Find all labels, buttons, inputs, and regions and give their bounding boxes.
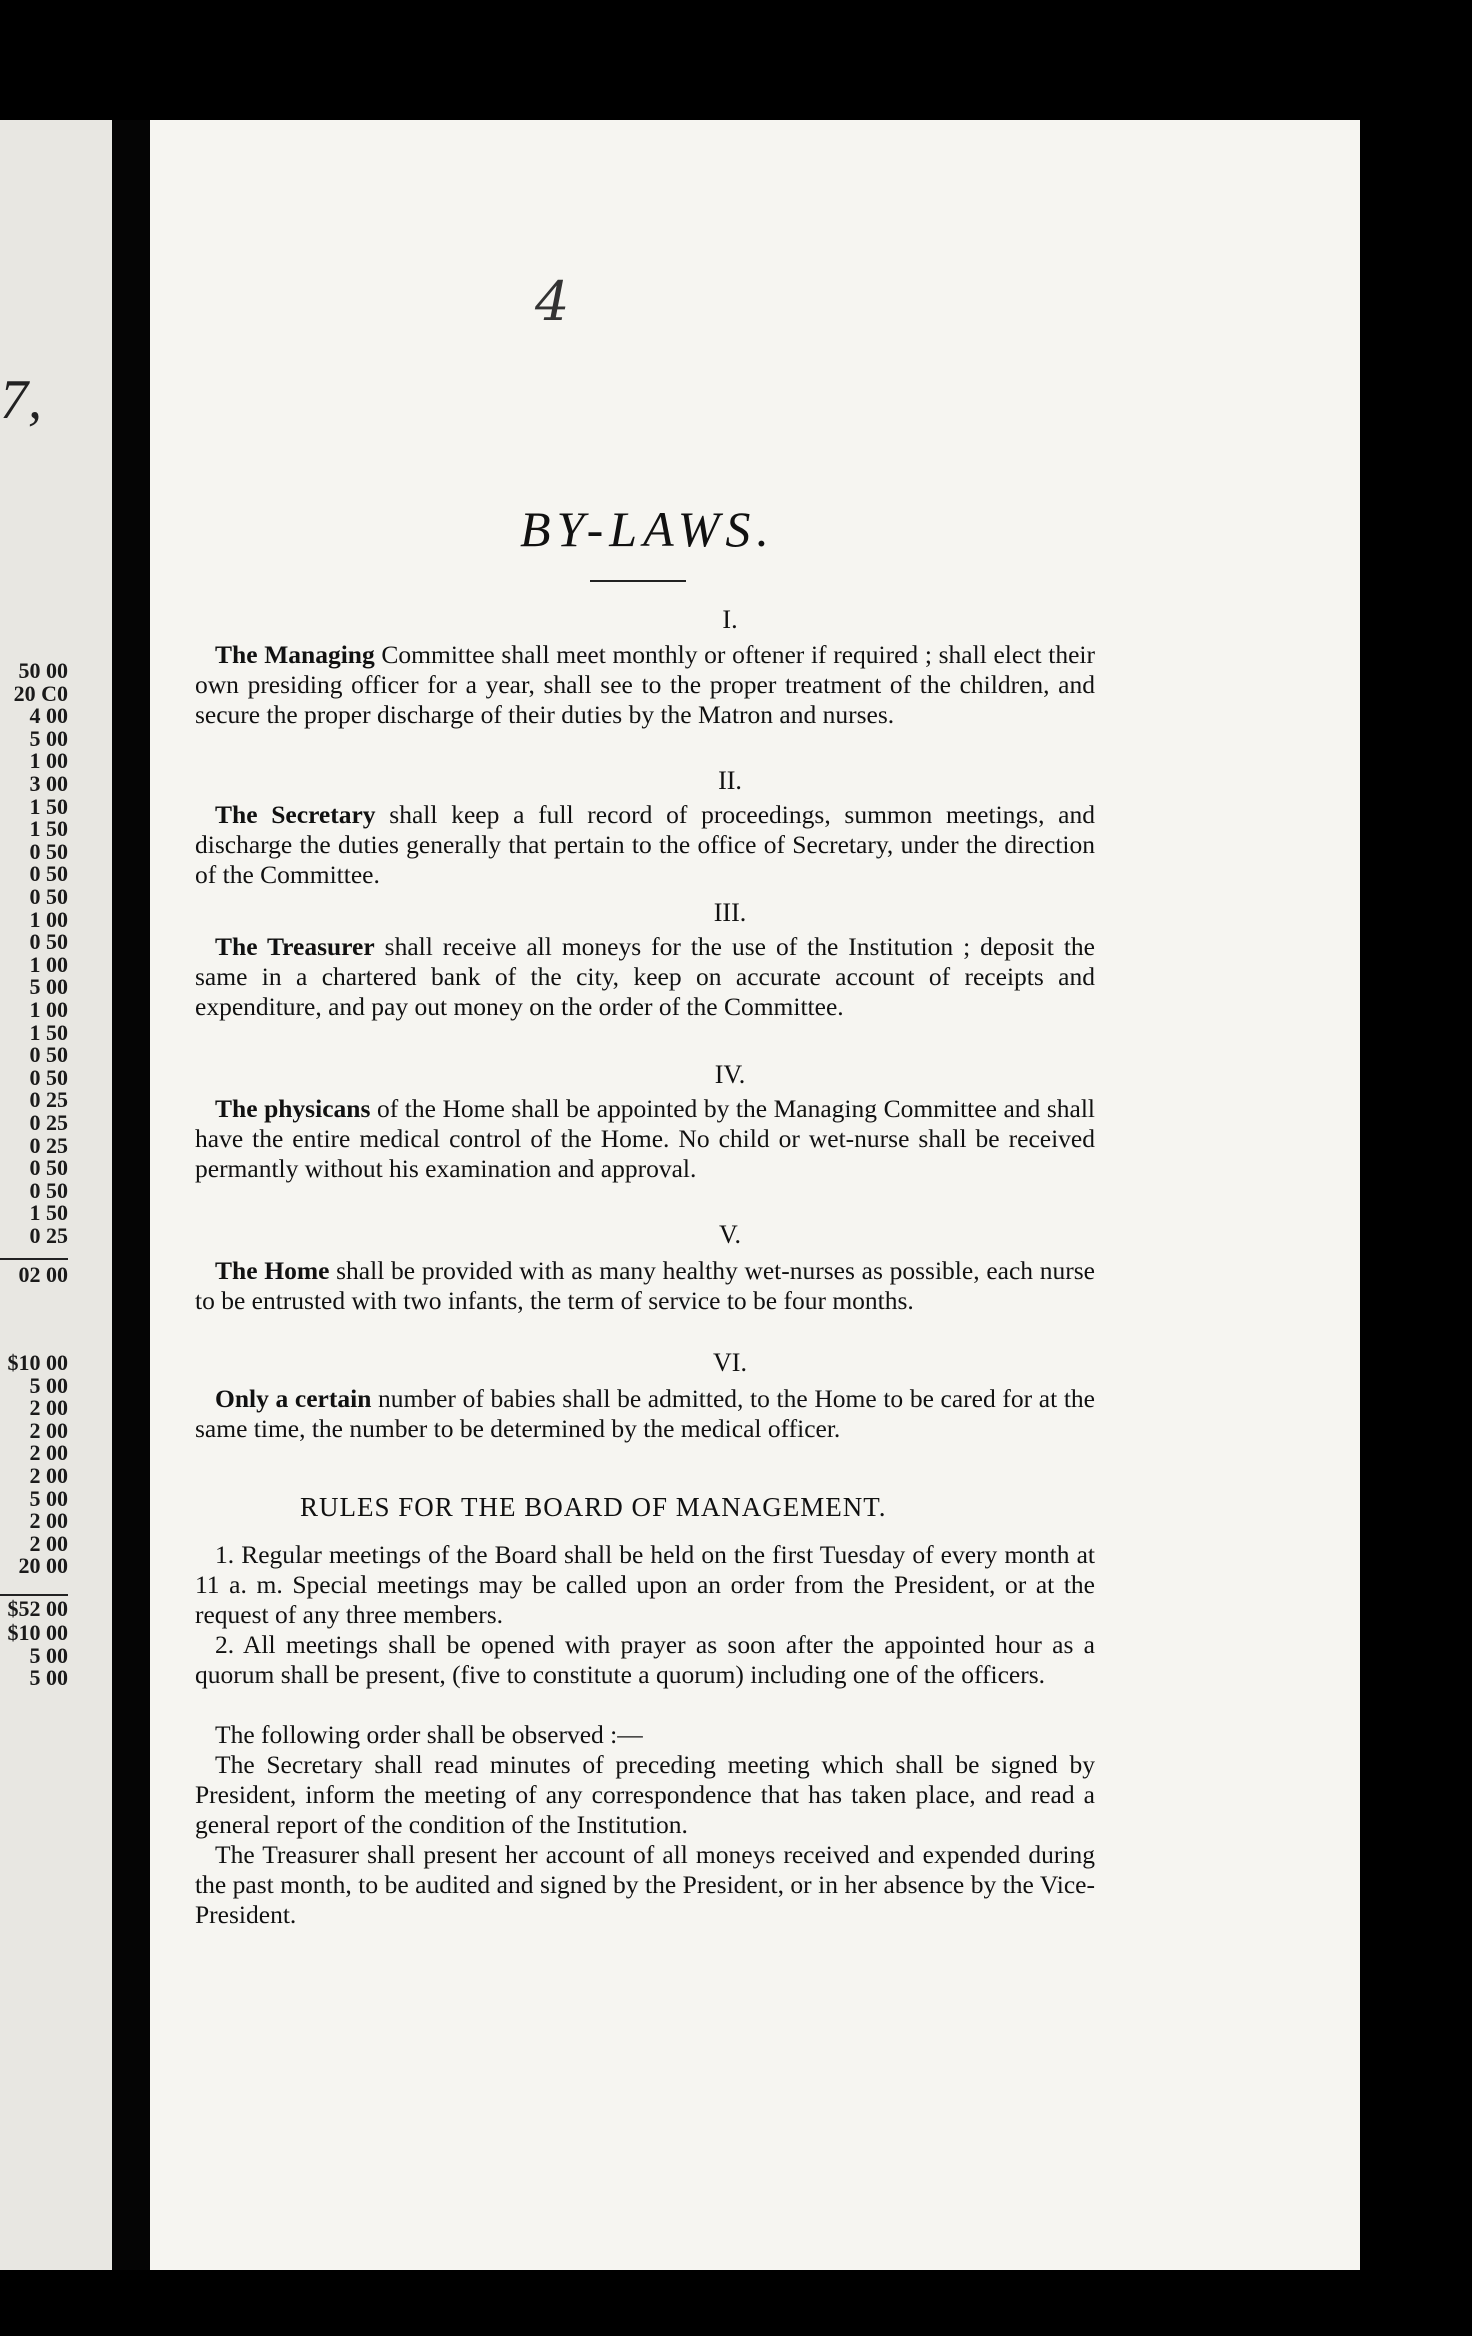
section-numeral-4: IV. [714, 1060, 746, 1089]
title-rule [590, 580, 686, 582]
facing-page [0, 120, 112, 2270]
facing-page-amount: 1 50 [29, 1200, 68, 1226]
page-gutter [112, 120, 150, 2270]
facing-page-amount: 20 00 [18, 1553, 68, 1579]
facing-page-amount: 3 00 [29, 771, 68, 796]
facing-page-amount: 1 00 [29, 748, 68, 774]
rule-paragraph-5: The Treasurer shall present her account of all moneys received and expended during the past month, to be audited and signed by the President, or in her absence by the Vice-President. [195, 1840, 1095, 1929]
section-numeral-6: VI. [713, 1348, 747, 1377]
facing-page-amount: 1 00 [29, 951, 68, 977]
facing-page-total-a: 02 00 [18, 1262, 68, 1287]
section-text-3: The Treasurer shall receive all moneys for the use of the Institution ; deposit the same in a chartered bank of the city, keep on accurate account of receipts and expenditure, and pay out money on the order of the Committee. [195, 932, 1095, 1021]
facing-page-amount: 50 00 [18, 658, 68, 683]
section-numeral-5: V. [719, 1220, 741, 1249]
facing-page-amount: 2 00 [29, 1530, 68, 1556]
facing-page-total-rule [0, 1258, 68, 1260]
section-text-4: The physicans of the Home shall be appointed by the Managing Committee and shall have the entire medical control of the Home. No child or wet-nurse shall be received permantly without his examination and approval. [195, 1094, 1095, 1183]
rules-heading: RULES FOR THE BOARD OF MANAGEMENT. [300, 1492, 887, 1522]
facing-page-amount: 2 00 [29, 1395, 68, 1421]
facing-page-amount: 1 50 [29, 793, 68, 819]
section-text-6: Only a certain number of babies shall be admitted, to the Home to be cared for at the same time, the number to be determined by the medical officer. [195, 1384, 1095, 1443]
section-numeral-2: II. [718, 766, 742, 795]
section-text-5: The Home shall be provided with as many healthy wet-nurses as possible, each nurse to be entrusted with two infants, the term of service to be four months. [195, 1256, 1095, 1315]
rule-paragraph-1: 1. Regular meetings of the Board shall be held on the first Tuesday of every month at 11 a. m. Special meetings may be called upon an order from the President, or at the request of any three members. [195, 1540, 1095, 1629]
facing-page-amount: $10 00 [7, 1350, 68, 1375]
facing-page-amount: 2 00 [29, 1440, 68, 1466]
facing-page-amount: 5 00 [29, 1372, 68, 1398]
facing-page-amount: 0 50 [29, 1064, 68, 1090]
facing-page-amount: 0 25 [29, 1087, 68, 1113]
facing-page-amount: 5 00 [29, 725, 68, 751]
section-numeral-1: I. [722, 605, 738, 634]
facing-page-amount: 20 C0 [13, 680, 68, 706]
facing-page-amount: 0 25 [29, 1223, 68, 1248]
facing-page-amount: 2 00 [29, 1417, 68, 1443]
facing-page-amount: 1 00 [29, 997, 68, 1022]
document-page [150, 120, 1360, 2270]
section-text-1: The Managing Committee shall meet monthly or oftener if required ; shall elect their own presiding officer for a year, shall see to the proper treatment of the children, and secure the proper discharge of their duties by the Matron and nurses. [195, 640, 1095, 729]
facing-page-amount: 0 50 [29, 929, 68, 955]
rule-paragraph-4: The Secretary shall read minutes of preceding meeting which shall be signed by President, inform the meeting of any correspondence that has taken place, and read a general report of the condition of the Institution. [195, 1750, 1095, 1839]
facing-page-amount: 1 50 [29, 816, 68, 842]
section-text-2: The Secretary shall keep a full record of proceedings, summon meetings, and discharge the duties generally that pertain to the office of Secretary, under the direction of the Committee. [195, 800, 1096, 889]
facing-page-amount: 5 00 [29, 974, 68, 1000]
facing-page-amount: 0 50 [29, 1042, 68, 1068]
facing-page-number: 7, [0, 369, 42, 431]
facing-page-total-b: $52 00 [7, 1596, 68, 1621]
facing-page-amount: 0 25 [29, 1132, 68, 1158]
facing-page-amount: 0 50 [29, 861, 68, 887]
facing-page-amount: 1 50 [29, 1019, 68, 1045]
facing-page-amount: 5 00 [29, 1485, 68, 1511]
page-title: BY-LAWS. [520, 501, 775, 557]
facing-page-amount: 2 00 [29, 1463, 68, 1488]
facing-page-amount: 1 00 [29, 906, 68, 932]
facing-page-amount: 2 00 [29, 1508, 68, 1534]
facing-page-amount: 5 00 [29, 1642, 68, 1668]
facing-page-amount: 0 50 [29, 838, 68, 864]
facing-page-amount: 5 00 [29, 1665, 68, 1691]
rule-paragraph-3: The following order shall be observed :— [215, 1720, 643, 1749]
pencil-page-mark: 4 [535, 270, 570, 333]
facing-page-amount: 4 00 [29, 703, 68, 729]
facing-page-amount: 0 50 [29, 1155, 68, 1181]
facing-page-amount: 0 50 [29, 1177, 68, 1203]
section-numeral-3: III. [713, 898, 747, 927]
rule-paragraph-2: 2. All meetings shall be opened with prayer as soon after the appointed hour as a quorum shall be present, (five to constitute a quorum) including one of the officers. [195, 1630, 1095, 1689]
facing-page-amount: $10 00 [7, 1620, 68, 1645]
facing-page-amount: 0 50 [29, 884, 68, 909]
facing-page-amount: 0 25 [29, 1110, 68, 1135]
